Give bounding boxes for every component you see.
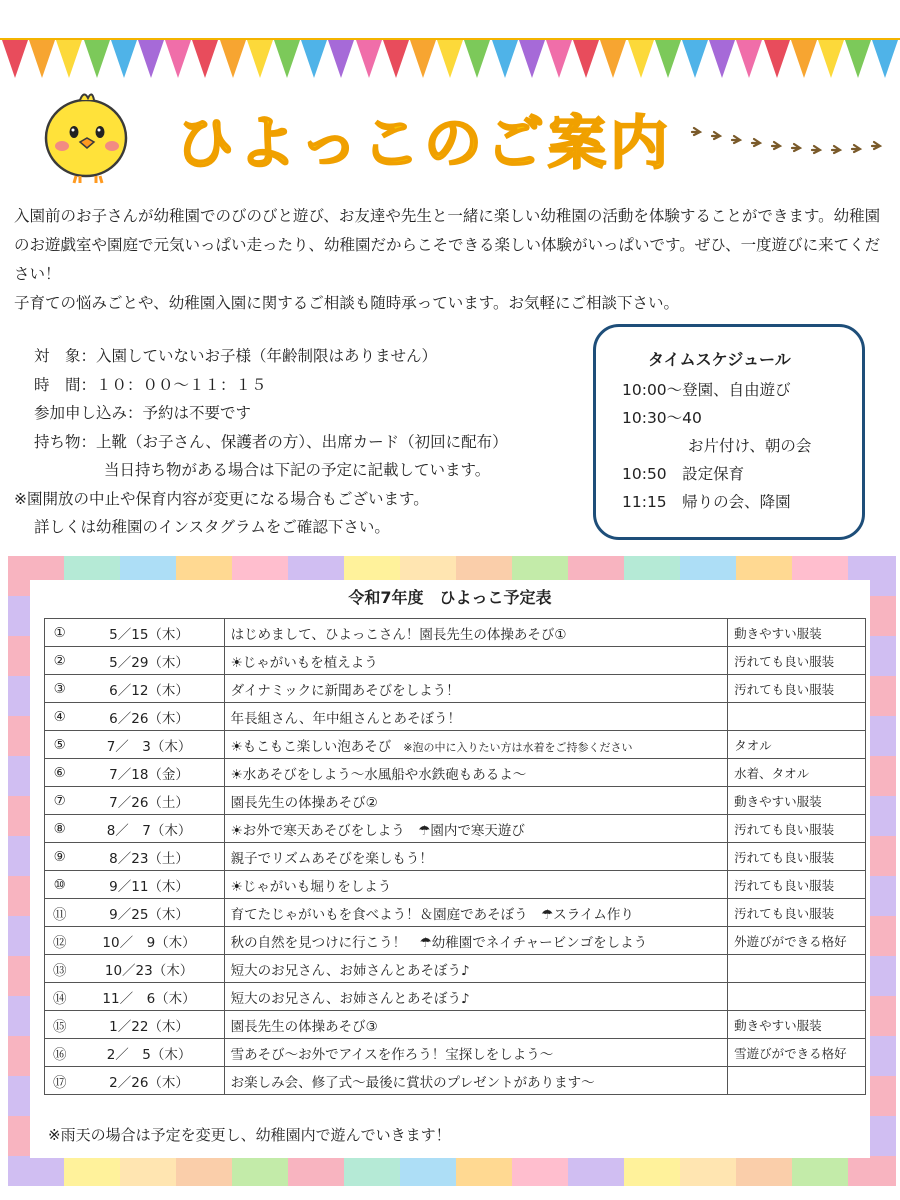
activity-text: 秋の自然を見つけに行こう！ ☂幼稚園でネイチャービンゴをしよう	[230, 934, 648, 951]
info-time: 時 間：１０：００〜１１：１５	[34, 375, 267, 394]
bunting-flag	[628, 40, 654, 78]
row-date: 5／29（木）	[74, 647, 224, 675]
bunting-flag	[546, 40, 572, 78]
activity-text: 雪あそび〜お外でアイスを作ろう！宝探しをしよう〜	[230, 1046, 554, 1063]
activity-text: 園長先生の体操あそび②	[230, 794, 378, 811]
info-items: 持ち物：上靴（お子さん、保護者の方）、出席カード（初回に配布）	[34, 432, 508, 451]
bunting-flag	[274, 40, 300, 78]
activity-text: ☀じゃがいも堀りをしよう	[230, 878, 392, 895]
activity-text: 年長組さん、年中組さんとあそぼう！	[230, 710, 461, 727]
row-activity	[224, 619, 727, 647]
row-date: 8／23（土）	[74, 843, 224, 871]
frame-tile	[288, 1156, 344, 1186]
frame-tile	[400, 1156, 456, 1186]
table-row	[45, 983, 866, 1011]
bunting-flag	[220, 40, 246, 78]
bunting-flag	[764, 40, 790, 78]
row-date: 7／26（土）	[74, 787, 224, 815]
bunting-flag	[29, 40, 55, 78]
frame-tile	[848, 1156, 896, 1186]
row-date: 11／ 6（木）	[74, 983, 224, 1011]
row-items: 動きやすい服装	[728, 619, 866, 647]
row-number: ①	[45, 619, 75, 647]
info-target: 対 象：入園していないお子様（年齢制限はありません）	[34, 347, 438, 365]
bunting-flag	[573, 40, 599, 78]
schedule-line: 11:15 帰りの会、降園	[622, 493, 791, 511]
table-row	[45, 871, 866, 899]
frame-tile	[120, 1156, 176, 1186]
time-schedule-box	[593, 324, 865, 540]
row-activity	[224, 1067, 727, 1095]
row-date: 2／26（木）	[74, 1067, 224, 1095]
table-row	[45, 619, 866, 647]
intro-text	[14, 202, 886, 318]
time-schedule-title: タイムスケジュール	[648, 350, 791, 369]
bunting-flag	[818, 40, 844, 78]
activity-text: ☀お外で寒天あそびをしよう ☂園内で寒天遊び	[230, 822, 525, 839]
frame-tile	[624, 1156, 680, 1186]
chick-illustration	[36, 86, 136, 186]
row-date: 8／ 7（木）	[74, 815, 224, 843]
info-notice-1: ※園開放の中止や保育内容が変更になる場合もございます。	[14, 489, 429, 508]
event-info	[14, 342, 594, 542]
table-row	[45, 731, 866, 759]
bunting-flag	[328, 40, 354, 78]
schedule-table	[44, 618, 866, 1095]
activity-text: ☀もこもこ楽しい泡あそび	[230, 738, 392, 755]
bunting-flag	[56, 40, 82, 78]
row-date: 9／25（木）	[74, 899, 224, 927]
frame-tile	[512, 1156, 568, 1186]
row-activity	[224, 1011, 727, 1039]
bunting-flag	[791, 40, 817, 78]
row-activity	[224, 927, 727, 955]
row-number: ⑧	[45, 815, 75, 843]
frame-tile	[232, 1156, 288, 1186]
row-activity	[224, 871, 727, 899]
row-number: ⑨	[45, 843, 75, 871]
row-number: ⑰	[45, 1067, 75, 1095]
table-row	[45, 927, 866, 955]
frame-tile	[792, 1156, 848, 1186]
row-number: ④	[45, 703, 75, 731]
activity-text: 育てたじゃがいもを食べよう！＆園庭であそぼう ☂スライム作り	[230, 906, 634, 923]
bunting-flag	[192, 40, 218, 78]
frame-tile	[736, 1156, 792, 1186]
row-items: 外遊びができる格好	[728, 927, 866, 955]
bunting-flag	[872, 40, 898, 78]
bunting-flag	[247, 40, 273, 78]
row-items: 水着、タオル	[728, 759, 866, 787]
row-number: ⑭	[45, 983, 75, 1011]
bunting-flag	[437, 40, 463, 78]
bunting-flag	[600, 40, 626, 78]
row-number: ③	[45, 675, 75, 703]
row-number: ⑮	[45, 1011, 75, 1039]
info-items-note: 当日持ち物がある場合は下記の予定に記載しています。	[104, 461, 491, 479]
row-date: 7／ 3（木）	[74, 731, 224, 759]
bunting-flag	[111, 40, 137, 78]
activity-note: ※泡の中に入りたい方は水着をご持参ください	[403, 740, 633, 754]
row-date: 7／18（金）	[74, 759, 224, 787]
schedule-table-panel	[30, 580, 870, 1158]
row-items: 雪遊びができる格好	[728, 1039, 866, 1067]
row-number: ⑥	[45, 759, 75, 787]
bunting-flag	[2, 40, 28, 78]
row-items: 汚れても良い服装	[728, 815, 866, 843]
intro-paragraph-2: 子育ての悩みごとや、幼稚園入園に関するご相談も随時承っています。お気軽にご相談下さい。	[14, 294, 679, 312]
row-items: タオル	[728, 731, 866, 759]
bunting-flag	[84, 40, 110, 78]
table-row	[45, 759, 866, 787]
row-activity	[224, 675, 727, 703]
bunting-decoration	[0, 38, 900, 88]
row-items: 汚れても良い服装	[728, 843, 866, 871]
row-items	[728, 703, 866, 731]
table-row	[45, 843, 866, 871]
page-title: ひよっこのご案内	[176, 109, 673, 177]
table-row	[45, 675, 866, 703]
activity-text: 短大のお兄さん、お姉さんとあそぼう♪	[230, 990, 470, 1007]
row-items	[728, 955, 866, 983]
frame-tile	[64, 1156, 120, 1186]
table-row	[45, 787, 866, 815]
row-number: ⑦	[45, 787, 75, 815]
table-row	[45, 703, 866, 731]
table-row	[45, 1067, 866, 1095]
row-date: 5／15（木）	[74, 619, 224, 647]
intro-paragraph-1: 入園前のお子さんが幼稚園でのびのびと遊び、お友達や先生と一緒に楽しい幼稚園の活動を体験することができます。幼稚園のお遊戯室や園庭で元気いっぱい走ったり、幼稚園だからこそできる楽しい体験がいっぱいです。ぜひ、一度遊びに来てください！	[14, 207, 881, 283]
activity-text: お楽しみ会、修了式〜最後に賞状のプレゼントがあります〜	[230, 1074, 595, 1091]
row-date: 1／22（木）	[74, 1011, 224, 1039]
row-number: ⑤	[45, 731, 75, 759]
bunting-flag	[682, 40, 708, 78]
table-title: 令和7年度 ひよっこ予定表	[348, 588, 552, 607]
row-activity	[224, 983, 727, 1011]
activity-text: ☀水あそびをしよう〜水風船や水鉄砲もあるよ〜	[230, 766, 527, 783]
schedule-line: 10:50 設定保育	[622, 465, 745, 483]
row-date: 6／26（木）	[74, 703, 224, 731]
activity-text: 短大のお兄さん、お姉さんとあそぼう♪	[230, 962, 470, 979]
table-row	[45, 815, 866, 843]
row-activity	[224, 647, 727, 675]
info-notice-2: 詳しくは幼稚園のインスタグラムをご確認下さい。	[34, 518, 390, 536]
schedule-line: 10:00〜登園、自由遊び	[622, 381, 791, 399]
row-activity	[224, 759, 727, 787]
row-date: 6／12（木）	[74, 675, 224, 703]
frame-tile	[8, 1156, 64, 1186]
row-number: ⑬	[45, 955, 75, 983]
row-date: 9／11（木）	[74, 871, 224, 899]
row-date: 10／ 9（木）	[74, 927, 224, 955]
bunting-flag	[383, 40, 409, 78]
activity-text: ダイナミックに新聞あそびをしよう！	[230, 682, 460, 699]
activity-text: 園長先生の体操あそび③	[230, 1018, 378, 1035]
row-items: 汚れても良い服装	[728, 647, 866, 675]
row-items	[728, 1067, 866, 1095]
bunting-flag	[845, 40, 871, 78]
frame-tile	[344, 1156, 400, 1186]
row-number: ⑯	[45, 1039, 75, 1067]
table-row	[45, 1011, 866, 1039]
row-number: ②	[45, 647, 75, 675]
bunting-flag	[464, 40, 490, 78]
row-number: ⑩	[45, 871, 75, 899]
activity-text: ☀じゃがいもを植えよう	[230, 654, 378, 671]
row-items: 動きやすい服装	[728, 1011, 866, 1039]
table-row	[45, 899, 866, 927]
frame-tile	[176, 1156, 232, 1186]
row-activity	[224, 787, 727, 815]
row-activity	[224, 1039, 727, 1067]
row-activity	[224, 843, 727, 871]
table-row	[45, 647, 866, 675]
row-items: 動きやすい服装	[728, 787, 866, 815]
activity-text: 親子でリズムあそびを楽しもう！	[230, 850, 433, 867]
activity-text: はじめまして、ひよっこさん！園長先生の体操あそび①	[230, 626, 567, 643]
frame-tile	[568, 1156, 624, 1186]
bunting-flag	[492, 40, 518, 78]
bunting-flag	[519, 40, 545, 78]
row-number: ⑪	[45, 899, 75, 927]
bunting-flag	[356, 40, 382, 78]
schedule-line: お片付け、朝の会	[688, 437, 812, 455]
bunting-flag	[165, 40, 191, 78]
bunting-flag	[301, 40, 327, 78]
frame-tile	[456, 1156, 512, 1186]
info-apply: 参加申し込み：予約は不要です	[34, 404, 252, 422]
row-items	[728, 983, 866, 1011]
bunting-flag	[709, 40, 735, 78]
row-activity	[224, 955, 727, 983]
bunting-flag	[410, 40, 436, 78]
bunting-flag	[655, 40, 681, 78]
bunting-flag	[138, 40, 164, 78]
row-items: 汚れても良い服装	[728, 871, 866, 899]
row-date: 2／ 5（木）	[74, 1039, 224, 1067]
table-row	[45, 955, 866, 983]
row-date: 10／23（木）	[74, 955, 224, 983]
bunting-flag	[736, 40, 762, 78]
row-activity	[224, 731, 727, 759]
row-activity	[224, 899, 727, 927]
row-number: ⑫	[45, 927, 75, 955]
table-row	[45, 1039, 866, 1067]
row-activity	[224, 815, 727, 843]
frame-tile	[680, 1156, 736, 1186]
row-items: 汚れても良い服装	[728, 899, 866, 927]
footprints-decoration	[690, 118, 890, 168]
rain-note: ※雨天の場合は予定を変更し、幼稚園内で遊んでいきます！	[48, 1126, 451, 1144]
row-activity	[224, 703, 727, 731]
row-items: 汚れても良い服装	[728, 675, 866, 703]
schedule-line: 10:30〜40	[622, 409, 702, 427]
